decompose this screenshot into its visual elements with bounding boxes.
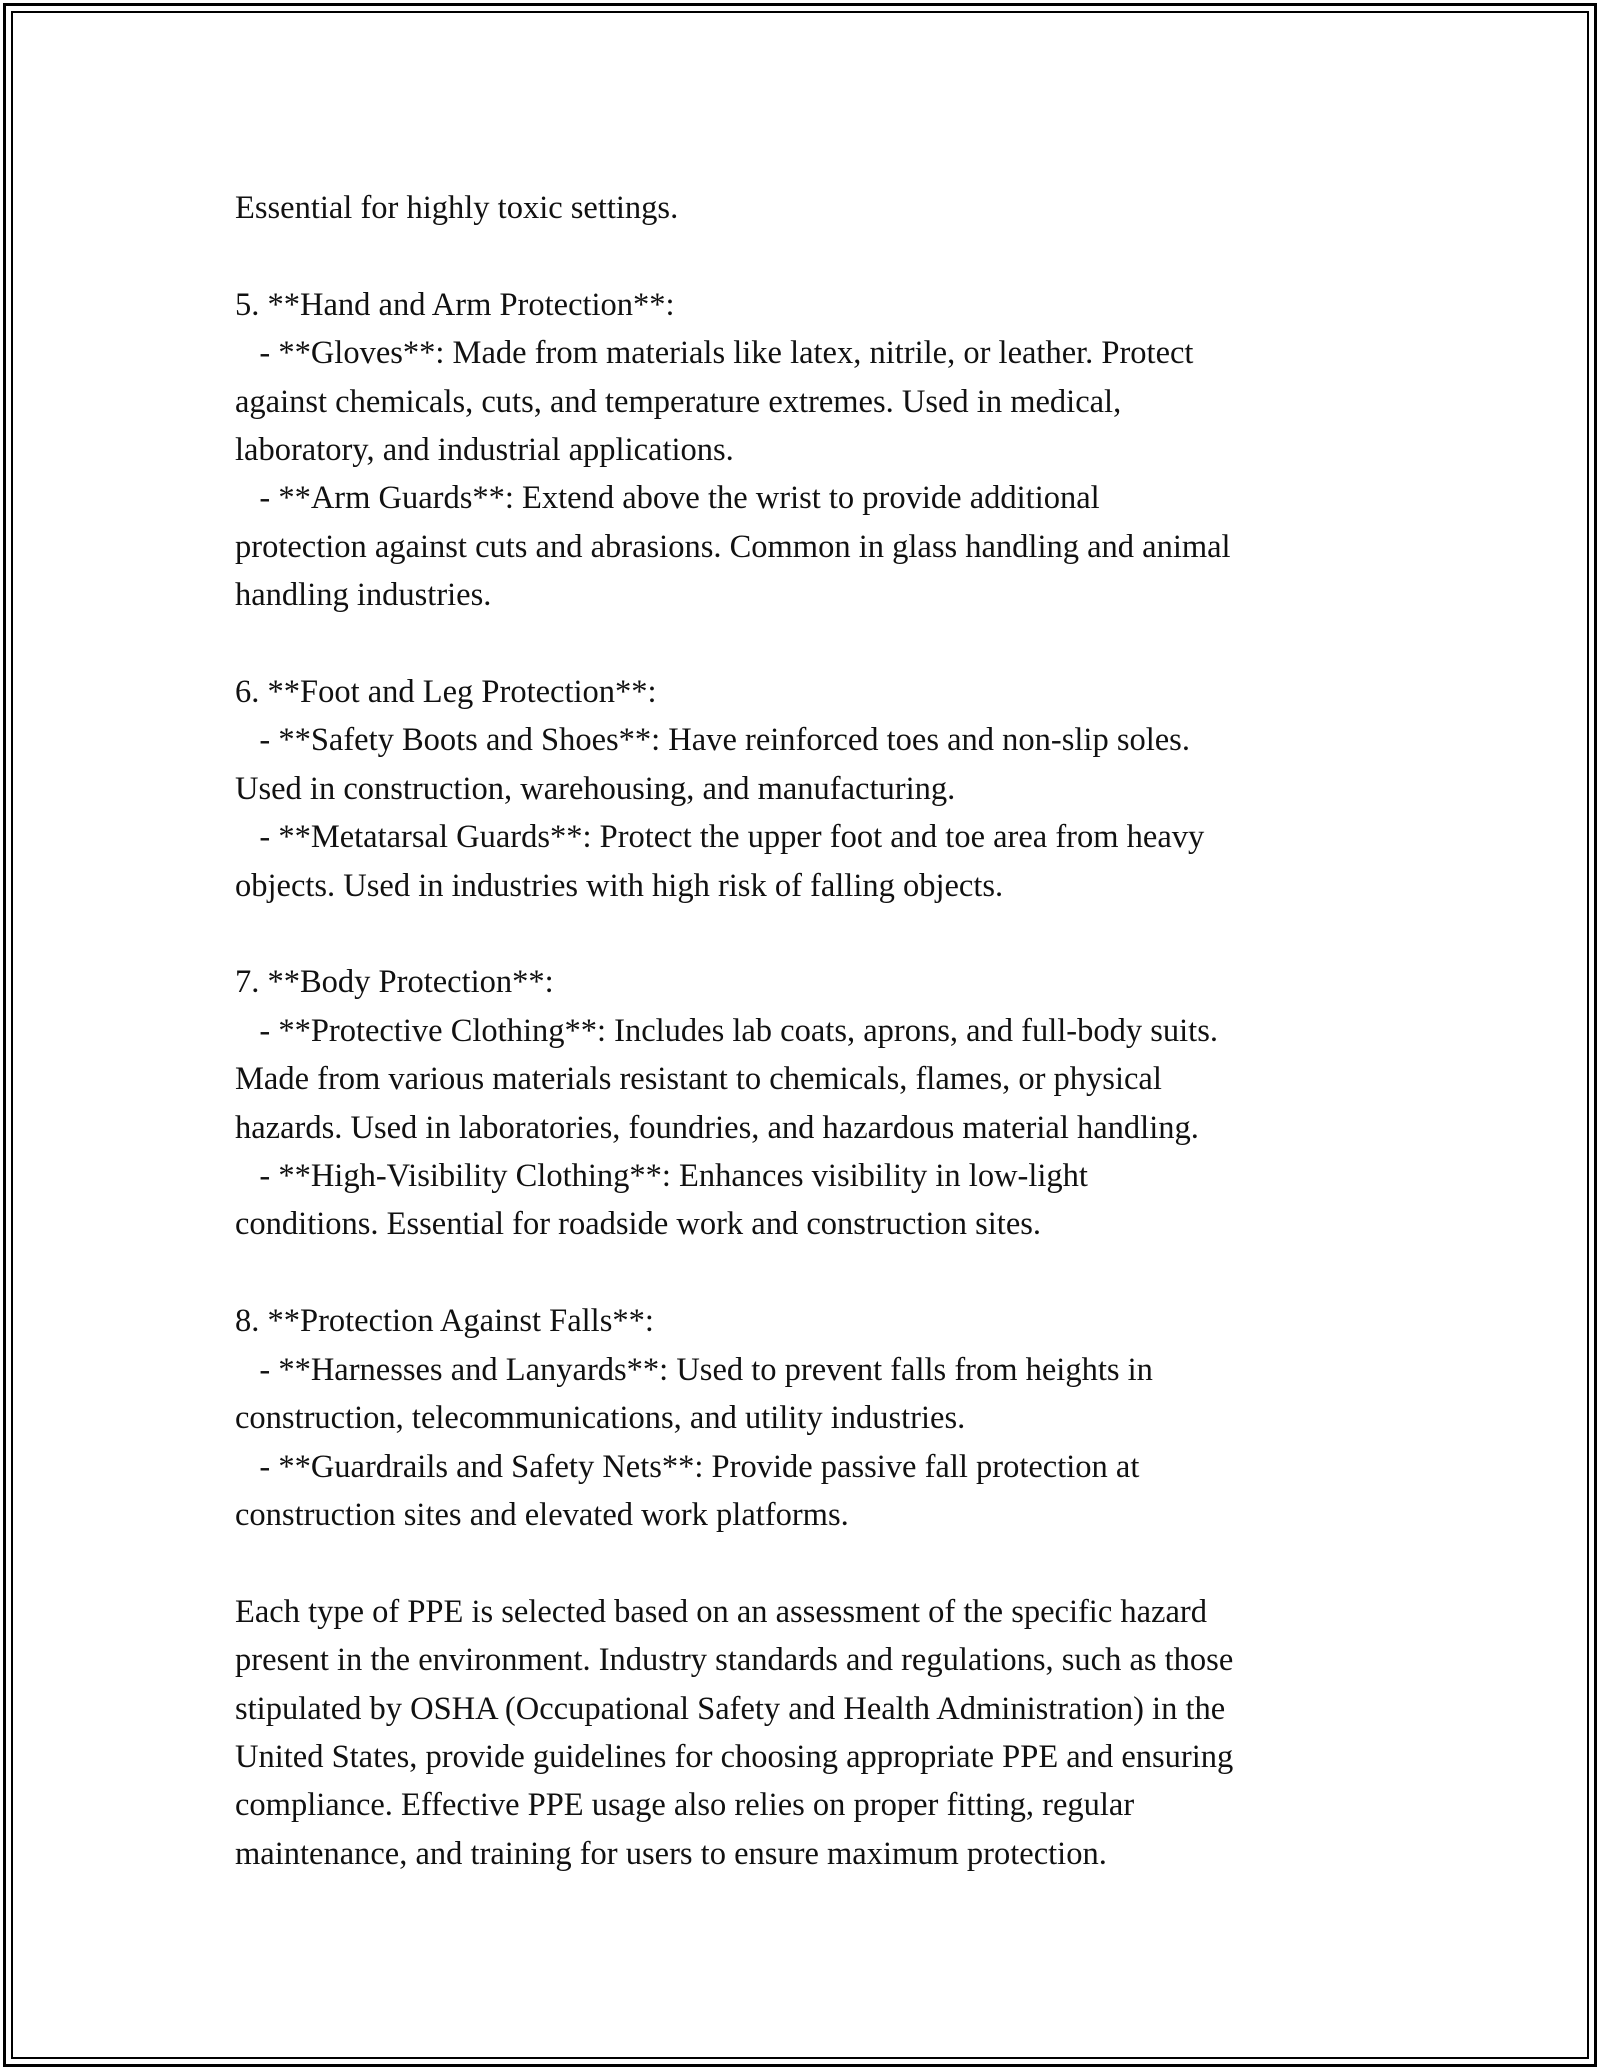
text-line: - **Gloves**: Made from materials like latex, nitrile, or leather. Protect bbox=[235, 335, 1194, 372]
text-line: - **Guardrails and Safety Nets**: Provide passive fall protection at bbox=[235, 1448, 1140, 1485]
text-line: present in the environment. Industry standards and regulations, such as those bbox=[235, 1642, 1234, 1679]
text-line: - **Metatarsal Guards**: Protect the upper foot and toe area from heavy bbox=[235, 819, 1205, 856]
text-line: 5. **Hand and Arm Protection**: bbox=[235, 286, 675, 323]
text-line: objects. Used in industries with high risk of falling objects. bbox=[235, 867, 1004, 904]
text-line: Essential for highly toxic settings. bbox=[235, 190, 679, 226]
blank-line bbox=[235, 232, 1395, 280]
text-line: Used in construction, warehousing, and manufacturing. bbox=[235, 770, 956, 807]
text-line: Made from various materials resistant to chemicals, flames, or physical bbox=[235, 1061, 1162, 1098]
text-line: protection against cuts and abrasions. Common in glass handling and animal bbox=[235, 528, 1231, 565]
text-line: construction sites and elevated work platforms. bbox=[235, 1496, 849, 1533]
text-line: stipulated by OSHA (Occupational Safety and Health Administration) in the bbox=[235, 1690, 1226, 1727]
text-line: 6. **Foot and Leg Protection**: bbox=[235, 674, 657, 711]
blank-line bbox=[235, 1539, 1395, 1587]
text-line: hazards. Used in laboratories, foundries, and hazardous material handling. bbox=[235, 1109, 1199, 1146]
text-line: laboratory, and industrial applications. bbox=[235, 432, 734, 469]
text-line: 8. **Protection Against Falls**: bbox=[235, 1303, 654, 1340]
document-body bbox=[235, 184, 1395, 1878]
text-line: compliance. Effective PPE usage also relies on proper fitting, regular bbox=[235, 1787, 1135, 1824]
text-line: handling industries. bbox=[235, 577, 492, 614]
blank-line bbox=[235, 910, 1395, 958]
text-line: - **High-Visibility Clothing**: Enhances visibility in low-light bbox=[235, 1158, 1088, 1195]
text-line: construction, telecommunications, and utility industries. bbox=[235, 1400, 966, 1437]
text-line: against chemicals, cuts, and temperature extremes. Used in medical, bbox=[235, 383, 1122, 420]
text-line: 7. **Body Protection**: bbox=[235, 964, 554, 1001]
text-line: Each type of PPE is selected based on an assessment of the specific hazard bbox=[235, 1593, 1207, 1630]
text-line: conditions. Essential for roadside work and construction sites. bbox=[235, 1206, 1042, 1243]
text-line: - **Harnesses and Lanyards**: Used to prevent falls from heights in bbox=[235, 1351, 1153, 1388]
text-line: maintenance, and training for users to ensure maximum protection. bbox=[235, 1835, 1107, 1872]
blank-line bbox=[235, 1249, 1395, 1297]
text-line: - **Protective Clothing**: Includes lab coats, aprons, and full-body suits. bbox=[235, 1012, 1218, 1049]
text-line: - **Arm Guards**: Extend above the wrist to provide additional bbox=[235, 480, 1100, 517]
blank-line bbox=[235, 620, 1395, 668]
text-line: United States, provide guidelines for choosing appropriate PPE and ensuring bbox=[235, 1738, 1234, 1775]
text-line: - **Safety Boots and Shoes**: Have reinforced toes and non-slip soles. bbox=[235, 722, 1190, 759]
